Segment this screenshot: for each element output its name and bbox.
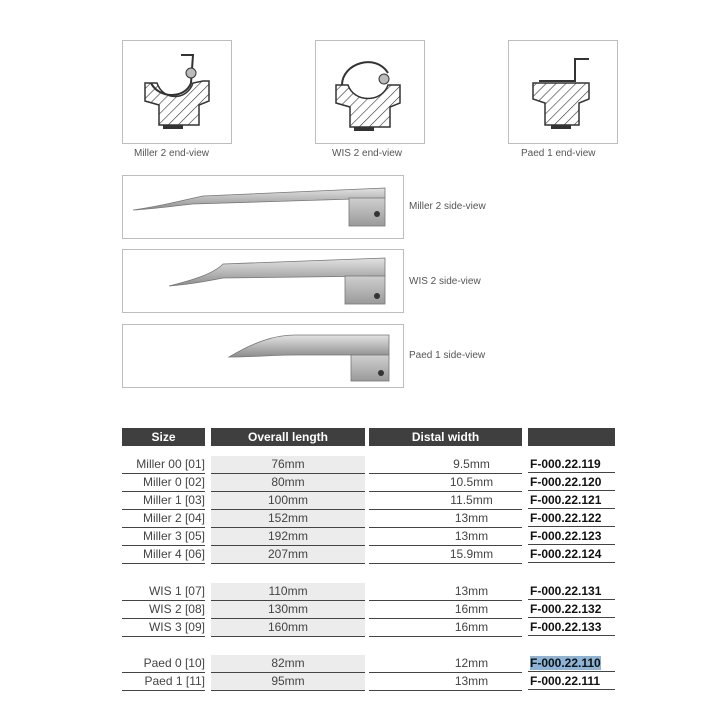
code-cell[interactable]: F-000.22.121 <box>528 492 615 509</box>
size-cell: Paed 1 [11] <box>122 673 205 691</box>
code-cell[interactable]: F-000.22.122 <box>528 510 615 527</box>
code-cell[interactable]: F-000.22.120 <box>528 474 615 491</box>
width-cell: 13mm <box>369 510 522 528</box>
code-cell[interactable]: F-000.22.132 <box>528 601 615 618</box>
width-cell: 12mm <box>369 655 522 673</box>
code-cell[interactable]: F-000.22.124 <box>528 546 615 563</box>
width-cell: 13mm <box>369 673 522 691</box>
size-cell: WIS 1 [07] <box>122 583 205 601</box>
length-cell: 82mm <box>211 655 365 673</box>
size-cell: Paed 0 [10] <box>122 655 205 673</box>
selected-text[interactable]: F-000.22.110 <box>530 656 601 670</box>
length-cell: 152mm <box>211 510 365 528</box>
width-cell: 10.5mm <box>369 474 522 492</box>
wis2-end-view-caption: WIS 2 end-view <box>332 148 403 159</box>
miller2-end-view-figure <box>122 40 232 144</box>
table-row <box>0 474 720 492</box>
miller2-side-view-caption: Miller 2 side-view <box>409 201 486 212</box>
length-cell: 207mm <box>211 546 365 564</box>
table-header-overall-length: Overall length <box>211 428 365 446</box>
width-cell: 13mm <box>369 583 522 601</box>
table-header-size: Size <box>122 428 205 446</box>
width-cell: 16mm <box>369 619 522 637</box>
table-row <box>0 510 720 528</box>
width-cell: 9.5mm <box>369 456 522 474</box>
length-cell: 192mm <box>211 528 365 546</box>
code-cell[interactable]: F-000.22.123 <box>528 528 615 545</box>
code-cell[interactable]: F-000.22.119 <box>528 456 615 473</box>
table-header-distal-width: Distal width <box>369 428 522 446</box>
miller2-side-view-drawing <box>123 176 403 238</box>
length-cell: 110mm <box>211 583 365 601</box>
size-cell: Miller 1 [03] <box>122 492 205 510</box>
code-cell-selected[interactable] <box>528 655 615 672</box>
size-cell: Miller 4 [06] <box>122 546 205 564</box>
code-cell[interactable]: F-000.22.133 <box>528 619 615 636</box>
size-cell: WIS 2 [08] <box>122 601 205 619</box>
length-cell: 76mm <box>211 456 365 474</box>
length-cell: 130mm <box>211 601 365 619</box>
size-cell: Miller 0 [02] <box>122 474 205 492</box>
paed1-side-view-caption: Paed 1 side-view <box>409 350 486 361</box>
miller2-end-view-caption: Miller 2 end-view <box>134 148 210 159</box>
paed1-end-view-caption: Paed 1 end-view <box>521 148 596 159</box>
width-cell: 13mm <box>369 528 522 546</box>
size-cell: Miller 2 [04] <box>122 510 205 528</box>
table-row <box>0 583 720 601</box>
code-cell[interactable]: F-000.22.131 <box>528 583 615 600</box>
width-cell: 16mm <box>369 601 522 619</box>
table-row <box>0 456 720 474</box>
width-cell: 15.9mm <box>369 546 522 564</box>
paed1-side-view-figure <box>122 324 404 388</box>
table-row <box>0 601 720 619</box>
wis2-side-view-drawing <box>123 250 403 312</box>
width-cell: 11.5mm <box>369 492 522 510</box>
length-cell: 80mm <box>211 474 365 492</box>
length-cell: 100mm <box>211 492 365 510</box>
size-cell: WIS 3 [09] <box>122 619 205 637</box>
wis2-end-view-drawing <box>316 41 424 143</box>
table-row <box>0 619 720 637</box>
table-row <box>0 528 720 546</box>
length-cell: 95mm <box>211 673 365 691</box>
table-row <box>0 655 720 673</box>
table-row <box>0 673 720 691</box>
table-header-code <box>528 428 615 446</box>
length-cell: 160mm <box>211 619 365 637</box>
code-cell[interactable]: F-000.22.111 <box>528 673 615 690</box>
size-cell: Miller 00 [01] <box>122 456 205 474</box>
wis2-side-view-caption: WIS 2 side-view <box>409 276 481 287</box>
paed1-side-view-drawing <box>123 325 403 387</box>
wis2-end-view-figure <box>315 40 425 144</box>
paed1-end-view-figure <box>508 40 618 144</box>
table-row <box>0 546 720 564</box>
wis2-side-view-figure <box>122 249 404 313</box>
miller2-end-view-drawing <box>123 41 231 143</box>
miller2-side-view-figure <box>122 175 404 239</box>
paed1-end-view-drawing <box>509 41 617 143</box>
size-cell: Miller 3 [05] <box>122 528 205 546</box>
table-row <box>0 492 720 510</box>
